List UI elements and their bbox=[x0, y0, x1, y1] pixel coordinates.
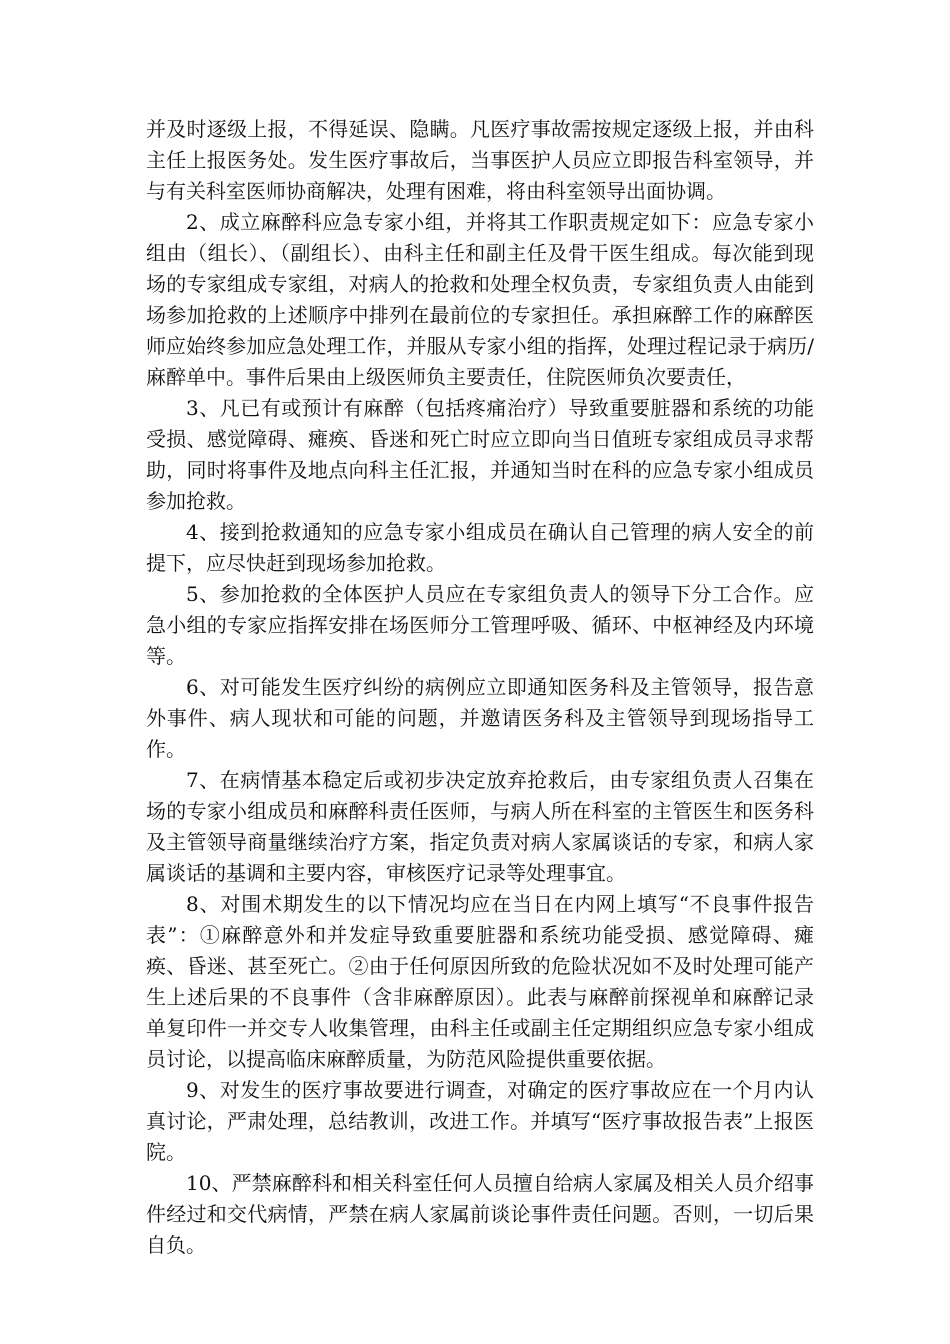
document-body bbox=[146, 114, 814, 1261]
paragraph-continuation: 并及时逐级上报，不得延误、隐瞒。凡医疗事故需按规定逐级上报，并由科主任上报医务处。发生医疗事故后，当事医护人员应立即报告科室领导，并与有关科室医师协商解决，处理有困难，将由科室领导出面协调。 bbox=[146, 117, 814, 203]
paragraph-item-8: 8、对围术期发生的以下情况均应在当日在内网上填写“不良事件报告表”：①麻醉意外和并发症导致重要脏器和系统功能受损、感觉障碍、瘫痪、昏迷、甚至死亡。②由于任何原因所致的危险状况如不及时处理可能产生上述后果的不良事件（含非麻醉原因）。此表与麻醉前探视单和麻醉记录单复印件一并交专人收集管理，由科主任或副主任定期组织应急专家小组成员讨论，以提高临床麻醉质量，为防范风险提供重要依据。 bbox=[146, 892, 814, 1071]
paragraph-item-6: 6、对可能发生医疗纠纷的病例应立即通知医务科及主管领导，报告意外事件、病人现状和可能的问题，并邀请医务科及主管领导到现场指导工作。 bbox=[146, 675, 814, 761]
paragraph-item-7: 7、在病情基本稳定后或初步决定放弃抢救后，由专家组负责人召集在场的专家小组成员和麻醉科责任医师，与病人所在科室的主管医生和医务科及主管领导商量继续治疗方案，指定负责对病人家属谈话的专家，和病人家属谈话的基调和主要内容，审核医疗记录等处理事宜。 bbox=[146, 768, 814, 885]
paragraph-item-9: 9、对发生的医疗事故要进行调查，对确定的医疗事故应在一个月内认真讨论，严肃处理，总结教训，改进工作。并填写“医疗事故报告表”上报医院。 bbox=[146, 1078, 814, 1164]
paragraph-item-4: 4、接到抢救通知的应急专家小组成员在确认自己管理的病人安全的前提下，应尽快赶到现场参加抢救。 bbox=[146, 520, 814, 575]
paragraph-item-2: 2、成立麻醉科应急专家小组，并将其工作职责规定如下：应急专家小组由（组长）、（副组长）、由科主任和副主任及骨干医生组成。每次能到现场的专家组成专家组，对病人的抢救和处理全权负责，专家组负责人由能到场参加抢救的上述顺序中排列在最前位的专家担任。承担麻醉工作的麻醉医师应始终参加应急处理工作，并服从专家小组的指挥，处理过程记录于病历/麻醉单中。事件后果由上级医师负主要责任，住院医师负次要责任， bbox=[146, 210, 814, 389]
paragraph-item-5: 5、参加抢救的全体医护人员应在专家组负责人的领导下分工合作。应急小组的专家应指挥安排在场医师分工管理呼吸、循环、中枢神经及内环境等。 bbox=[146, 582, 814, 668]
paragraph-item-3: 3、凡已有或预计有麻醉（包括疼痛治疗）导致重要脏器和系统的功能受损、感觉障碍、瘫痪、昏迷和死亡时应立即向当日值班专家组成员寻求帮助，同时将事件及地点向科主任汇报，并通知当时在科的应急专家小组成员参加抢救。 bbox=[146, 396, 814, 513]
paragraph-item-10: 10、严禁麻醉科和相关科室任何人员擅自给病人家属及相关人员介绍事件经过和交代病情，严禁在病人家属前谈论事件责任问题。否则，一切后果自负。 bbox=[146, 1171, 814, 1257]
